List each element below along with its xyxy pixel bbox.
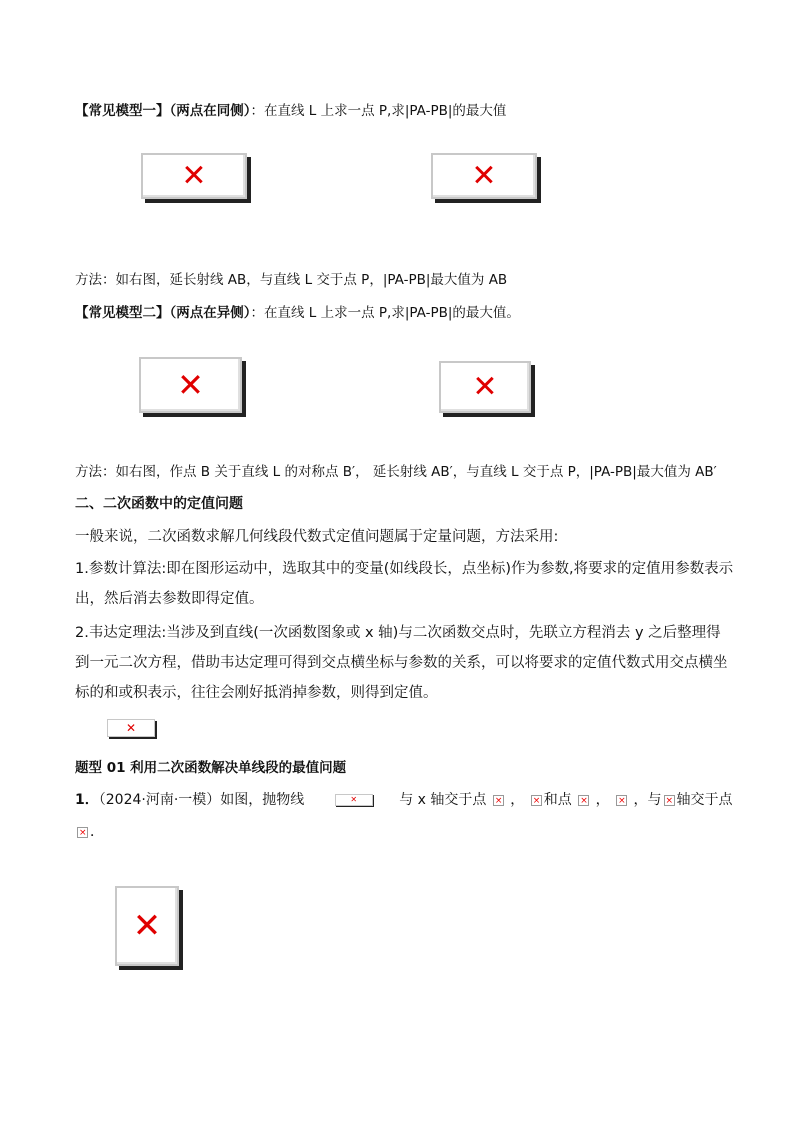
problem1-end: [75, 822, 104, 842]
section2-item1: 1.参数计算法:即在图形运动中，选取其中的变量(如线段长，点坐标)作为参数,将要求的定值用参数表示出，然后消去参数即得定值。: [75, 561, 734, 607]
broken-image-icon: [616, 795, 627, 806]
model1-paren: （两点在同侧）: [169, 103, 251, 119]
type01-title: 题型 01 利用二次函数解决单线段的最值问题: [75, 760, 347, 776]
broken-image-icon: ✕: [335, 794, 373, 806]
model2-text: ：在直线 L 上求一点 P,求|PA-PB|的最大值。: [250, 305, 520, 321]
problem-number: 1．: [75, 792, 99, 808]
problem1: [75, 790, 733, 810]
problem-end: ．: [90, 824, 104, 840]
broken-image-icon: ✕: [431, 153, 537, 199]
model2-heading: [75, 303, 520, 323]
section2-intro: 一般来说，二次函数求解几何线段代数式定值问题属于定量问题，方法采用:: [75, 529, 559, 545]
broken-image-icon: [664, 795, 675, 806]
broken-image-icon: ✕: [115, 886, 179, 966]
problem-text-b: 与 x 轴交于点: [399, 792, 487, 808]
model1-method: 方法：如右图，延长射线 AB，与直线 L 交于点 P，|PA-PB|最大值为 AB: [75, 272, 508, 288]
problem-text-d: 轴交于点: [676, 792, 733, 808]
broken-image-icon: [77, 827, 88, 838]
model1-text: ：在直线 L 上求一点 P,求|PA-PB|的最大值: [250, 103, 507, 119]
broken-image-icon: [578, 795, 589, 806]
broken-image-icon: ✕: [139, 357, 242, 413]
problem-sep3: ，与: [633, 792, 662, 808]
section2-item2: 2.韦达定理法:当涉及到直线(一次函数图象或 x 轴)与二次函数交点时，先联立方程消去 y 之后整理得到一元二次方程，借助韦达定理可得到交点横坐标与参数的关系，可以将要求的定值代数式用交点横坐标的和或积表示，往往会刚好抵消掉参数，则得到定值。: [75, 625, 728, 701]
broken-image-icon: ✕: [439, 361, 531, 413]
broken-image-icon: [493, 795, 504, 806]
problem-text-a: 如图，抛物线: [220, 792, 305, 808]
broken-image-icon: [531, 795, 542, 806]
broken-image-icon: ✕: [107, 719, 155, 737]
broken-image-icon: ✕: [141, 153, 247, 199]
model2-bracket: 【常见模型二】: [75, 305, 170, 321]
model2-method: 方法：如右图，作点 B 关于直线 L 的对称点 B′， 延长射线 AB′，与直线 L 交于点 P，|PA-PB|最大值为 AB′: [75, 464, 717, 480]
problem-text-c: 和点: [543, 792, 572, 808]
problem-sep1: ，: [510, 792, 525, 808]
model2-paren: （两点在异侧）: [169, 305, 251, 321]
model1-heading: [75, 101, 506, 121]
problem-source: （2024·河南·一模）: [98, 792, 221, 808]
section2-title: 二、二次函数中的定值问题: [75, 496, 243, 512]
problem-sep2: ，: [595, 792, 610, 808]
model1-bracket: 【常见模型一】: [75, 103, 170, 119]
